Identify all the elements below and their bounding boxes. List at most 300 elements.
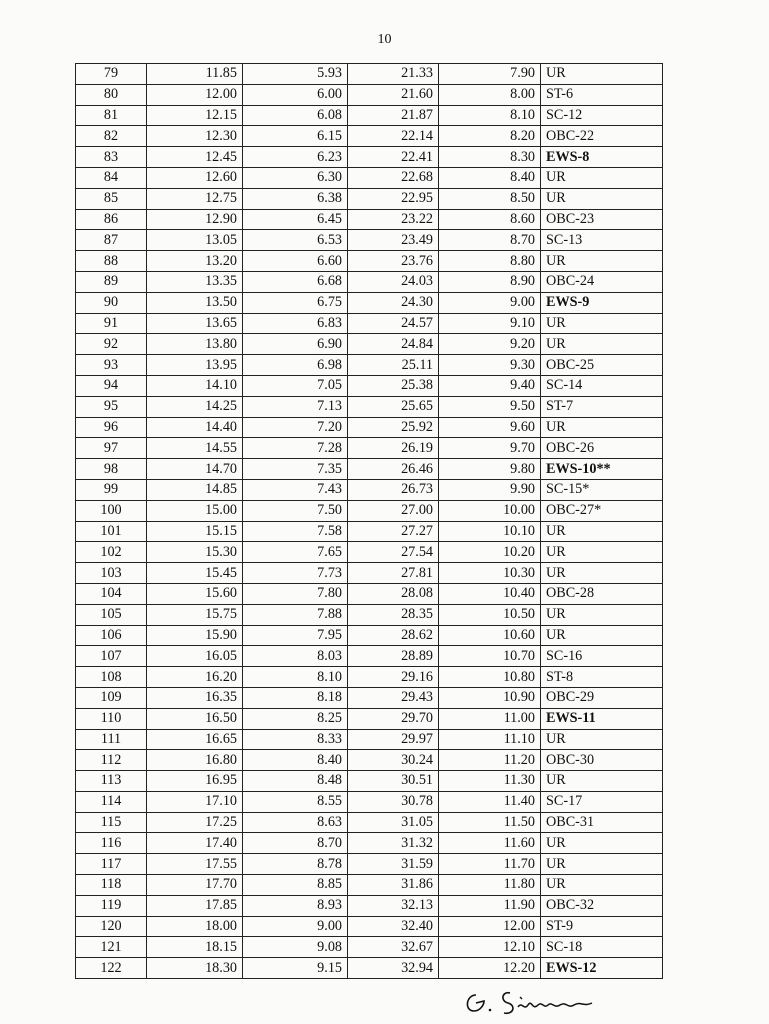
value-d-cell: 10.90 [439,687,541,708]
category-cell: EWS-10** [541,459,663,480]
value-a-cell: 15.90 [147,625,243,646]
category-cell: UR [541,334,663,355]
value-a-cell: 13.35 [147,271,243,292]
value-b-cell: 6.08 [243,105,348,126]
value-b-cell: 7.28 [243,438,348,459]
value-a-cell: 17.70 [147,875,243,896]
value-b-cell: 7.20 [243,417,348,438]
value-c-cell: 30.78 [348,791,439,812]
table-row [76,396,663,417]
category-cell: ST-6 [541,84,663,105]
value-a-cell: 13.95 [147,355,243,376]
value-b-cell: 6.90 [243,334,348,355]
table-row [76,64,663,85]
value-a-cell: 12.15 [147,105,243,126]
sr-no-cell: 120 [76,916,147,937]
value-c-cell: 32.40 [348,916,439,937]
value-c-cell: 23.49 [348,230,439,251]
value-d-cell: 8.20 [439,126,541,147]
value-a-cell: 12.60 [147,167,243,188]
table-row [76,646,663,667]
table-row [76,729,663,750]
table-row [76,771,663,792]
value-d-cell: 12.10 [439,937,541,958]
value-a-cell: 17.85 [147,895,243,916]
value-c-cell: 32.67 [348,937,439,958]
table-row [76,313,663,334]
sr-no-cell: 98 [76,459,147,480]
value-b-cell: 7.95 [243,625,348,646]
value-d-cell: 11.90 [439,895,541,916]
category-cell: SC-17 [541,791,663,812]
value-c-cell: 28.35 [348,604,439,625]
sr-no-cell: 81 [76,105,147,126]
value-b-cell: 8.93 [243,895,348,916]
value-c-cell: 22.41 [348,147,439,168]
value-a-cell: 15.30 [147,542,243,563]
table-row [76,292,663,313]
table-row [76,791,663,812]
value-c-cell: 26.19 [348,438,439,459]
category-cell: UR [541,167,663,188]
value-d-cell: 8.90 [439,271,541,292]
value-a-cell: 14.25 [147,396,243,417]
category-cell: OBC-25 [541,355,663,376]
sr-no-cell: 109 [76,687,147,708]
category-cell: OBC-27* [541,500,663,521]
sr-no-cell: 95 [76,396,147,417]
value-c-cell: 25.38 [348,375,439,396]
table-row [76,604,663,625]
category-cell: UR [541,251,663,272]
value-c-cell: 22.95 [348,188,439,209]
value-c-cell: 31.32 [348,833,439,854]
value-a-cell: 16.95 [147,771,243,792]
value-b-cell: 6.53 [243,230,348,251]
value-b-cell: 6.38 [243,188,348,209]
table-row [76,667,663,688]
sr-no-cell: 117 [76,854,147,875]
category-cell: UR [541,64,663,85]
value-b-cell: 8.03 [243,646,348,667]
table-row [76,500,663,521]
value-b-cell: 6.23 [243,147,348,168]
value-c-cell: 28.62 [348,625,439,646]
category-cell: SC-14 [541,375,663,396]
sr-no-cell: 82 [76,126,147,147]
value-c-cell: 22.68 [348,167,439,188]
value-d-cell: 10.30 [439,563,541,584]
category-cell: UR [541,188,663,209]
value-a-cell: 16.50 [147,708,243,729]
sr-no-cell: 106 [76,625,147,646]
value-d-cell: 9.80 [439,459,541,480]
value-a-cell: 16.35 [147,687,243,708]
value-c-cell: 31.05 [348,812,439,833]
value-a-cell: 17.25 [147,812,243,833]
value-d-cell: 7.90 [439,64,541,85]
value-b-cell: 8.33 [243,729,348,750]
value-d-cell: 8.50 [439,188,541,209]
value-d-cell: 8.60 [439,209,541,230]
sr-no-cell: 118 [76,875,147,896]
value-c-cell: 32.13 [348,895,439,916]
value-c-cell: 21.60 [348,84,439,105]
table-row [76,625,663,646]
sr-no-cell: 85 [76,188,147,209]
value-d-cell: 9.60 [439,417,541,438]
value-d-cell: 8.80 [439,251,541,272]
value-a-cell: 12.45 [147,147,243,168]
value-b-cell: 6.83 [243,313,348,334]
table-row [76,271,663,292]
category-cell: UR [541,542,663,563]
value-c-cell: 28.08 [348,583,439,604]
value-d-cell: 12.00 [439,916,541,937]
value-b-cell: 8.10 [243,667,348,688]
value-b-cell: 8.40 [243,750,348,771]
table-row [76,147,663,168]
value-a-cell: 14.40 [147,417,243,438]
sr-no-cell: 105 [76,604,147,625]
value-d-cell: 8.40 [439,167,541,188]
sr-no-cell: 104 [76,583,147,604]
value-b-cell: 9.15 [243,958,348,979]
value-d-cell: 9.30 [439,355,541,376]
value-a-cell: 14.55 [147,438,243,459]
value-c-cell: 25.65 [348,396,439,417]
value-d-cell: 11.80 [439,875,541,896]
value-b-cell: 6.30 [243,167,348,188]
value-a-cell: 15.60 [147,583,243,604]
category-cell: UR [541,625,663,646]
sr-no-cell: 94 [76,375,147,396]
value-d-cell: 8.10 [439,105,541,126]
value-b-cell: 6.00 [243,84,348,105]
sr-no-cell: 113 [76,771,147,792]
category-cell: EWS-12 [541,958,663,979]
value-c-cell: 29.70 [348,708,439,729]
sr-no-cell: 115 [76,812,147,833]
category-cell: OBC-30 [541,750,663,771]
sr-no-cell: 90 [76,292,147,313]
value-b-cell: 7.80 [243,583,348,604]
sr-no-cell: 110 [76,708,147,729]
sr-no-cell: 121 [76,937,147,958]
value-a-cell: 16.05 [147,646,243,667]
table-row [76,521,663,542]
value-d-cell: 9.20 [439,334,541,355]
table-row [76,438,663,459]
category-cell: EWS-9 [541,292,663,313]
value-b-cell: 8.78 [243,854,348,875]
category-cell: OBC-22 [541,126,663,147]
value-c-cell: 32.94 [348,958,439,979]
sr-no-cell: 92 [76,334,147,355]
category-cell: UR [541,833,663,854]
value-d-cell: 10.60 [439,625,541,646]
value-b-cell: 8.55 [243,791,348,812]
value-c-cell: 31.59 [348,854,439,875]
value-d-cell: 9.50 [439,396,541,417]
value-d-cell: 9.10 [439,313,541,334]
table-row [76,937,663,958]
category-cell: UR [541,417,663,438]
value-d-cell: 11.60 [439,833,541,854]
sr-no-cell: 112 [76,750,147,771]
category-cell: OBC-28 [541,583,663,604]
value-a-cell: 14.85 [147,479,243,500]
value-c-cell: 27.54 [348,542,439,563]
value-a-cell: 14.70 [147,459,243,480]
sr-no-cell: 122 [76,958,147,979]
table-row [76,479,663,500]
table-row [76,126,663,147]
value-d-cell: 10.40 [439,583,541,604]
sr-no-cell: 116 [76,833,147,854]
value-d-cell: 11.30 [439,771,541,792]
table-row [76,84,663,105]
value-d-cell: 9.70 [439,438,541,459]
sr-no-cell: 103 [76,563,147,584]
table-row [76,812,663,833]
sr-no-cell: 111 [76,729,147,750]
value-c-cell: 30.51 [348,771,439,792]
value-d-cell: 11.10 [439,729,541,750]
table-row [76,563,663,584]
category-cell: UR [541,313,663,334]
table-row [76,417,663,438]
value-a-cell: 16.20 [147,667,243,688]
value-a-cell: 13.50 [147,292,243,313]
sr-no-cell: 119 [76,895,147,916]
table-row [76,750,663,771]
table-row [76,687,663,708]
value-b-cell: 8.63 [243,812,348,833]
category-cell: SC-18 [541,937,663,958]
value-b-cell: 8.48 [243,771,348,792]
value-c-cell: 24.84 [348,334,439,355]
value-b-cell: 6.45 [243,209,348,230]
category-cell: ST-7 [541,396,663,417]
sr-no-cell: 91 [76,313,147,334]
table-row [76,916,663,937]
value-d-cell: 10.20 [439,542,541,563]
value-a-cell: 12.00 [147,84,243,105]
handwritten-signature [462,985,612,1017]
value-c-cell: 30.24 [348,750,439,771]
value-a-cell: 13.05 [147,230,243,251]
value-d-cell: 8.00 [439,84,541,105]
value-b-cell: 7.43 [243,479,348,500]
category-cell: EWS-11 [541,708,663,729]
value-c-cell: 22.14 [348,126,439,147]
table-row [76,209,663,230]
table-row [76,958,663,979]
value-d-cell: 11.20 [439,750,541,771]
sr-no-cell: 87 [76,230,147,251]
value-b-cell: 6.15 [243,126,348,147]
value-d-cell: 8.30 [439,147,541,168]
value-c-cell: 23.76 [348,251,439,272]
table-row [76,251,663,272]
table-row [76,230,663,251]
table-row [76,355,663,376]
value-d-cell: 10.80 [439,667,541,688]
value-c-cell: 29.16 [348,667,439,688]
sr-no-cell: 80 [76,84,147,105]
value-a-cell: 18.30 [147,958,243,979]
value-d-cell: 11.40 [439,791,541,812]
value-b-cell: 8.18 [243,687,348,708]
value-c-cell: 28.89 [348,646,439,667]
value-d-cell: 10.70 [439,646,541,667]
table-row [76,542,663,563]
sr-no-cell: 86 [76,209,147,230]
value-c-cell: 27.81 [348,563,439,584]
category-cell: SC-16 [541,646,663,667]
value-c-cell: 31.86 [348,875,439,896]
category-cell: ST-8 [541,667,663,688]
value-b-cell: 6.75 [243,292,348,313]
sr-no-cell: 88 [76,251,147,272]
value-b-cell: 8.85 [243,875,348,896]
table-row [76,188,663,209]
value-d-cell: 9.40 [439,375,541,396]
value-a-cell: 16.65 [147,729,243,750]
value-b-cell: 7.13 [243,396,348,417]
value-d-cell: 10.00 [439,500,541,521]
category-cell: OBC-29 [541,687,663,708]
value-c-cell: 29.43 [348,687,439,708]
category-cell: UR [541,521,663,542]
table-row [76,583,663,604]
value-b-cell: 8.25 [243,708,348,729]
sr-no-cell: 108 [76,667,147,688]
value-a-cell: 12.90 [147,209,243,230]
value-c-cell: 24.30 [348,292,439,313]
table-row [76,375,663,396]
table-row [76,167,663,188]
value-a-cell: 15.75 [147,604,243,625]
roster-table [75,63,663,979]
table-row [76,708,663,729]
value-d-cell: 11.70 [439,854,541,875]
category-cell: SC-13 [541,230,663,251]
value-b-cell: 7.58 [243,521,348,542]
category-cell: UR [541,563,663,584]
value-d-cell: 8.70 [439,230,541,251]
value-b-cell: 7.88 [243,604,348,625]
value-b-cell: 7.65 [243,542,348,563]
value-b-cell: 9.00 [243,916,348,937]
value-d-cell: 10.50 [439,604,541,625]
value-a-cell: 13.20 [147,251,243,272]
table-row [76,854,663,875]
table-row [76,833,663,854]
table-row [76,895,663,916]
value-c-cell: 26.73 [348,479,439,500]
value-c-cell: 21.33 [348,64,439,85]
table-row [76,875,663,896]
value-b-cell: 7.35 [243,459,348,480]
category-cell: OBC-32 [541,895,663,916]
value-a-cell: 12.30 [147,126,243,147]
value-c-cell: 24.03 [348,271,439,292]
sr-no-cell: 100 [76,500,147,521]
value-b-cell: 5.93 [243,64,348,85]
value-b-cell: 8.70 [243,833,348,854]
category-cell: SC-15* [541,479,663,500]
value-c-cell: 29.97 [348,729,439,750]
category-cell: SC-12 [541,105,663,126]
value-d-cell: 9.90 [439,479,541,500]
table-row [76,105,663,126]
table-row [76,334,663,355]
value-d-cell: 11.50 [439,812,541,833]
category-cell: UR [541,771,663,792]
sr-no-cell: 97 [76,438,147,459]
value-c-cell: 27.00 [348,500,439,521]
value-c-cell: 25.92 [348,417,439,438]
category-cell: OBC-24 [541,271,663,292]
value-c-cell: 26.46 [348,459,439,480]
value-b-cell: 7.05 [243,375,348,396]
value-a-cell: 17.40 [147,833,243,854]
sr-no-cell: 84 [76,167,147,188]
value-b-cell: 9.08 [243,937,348,958]
value-a-cell: 15.00 [147,500,243,521]
sr-no-cell: 96 [76,417,147,438]
sr-no-cell: 79 [76,64,147,85]
sr-no-cell: 101 [76,521,147,542]
category-cell: OBC-23 [541,209,663,230]
value-c-cell: 23.22 [348,209,439,230]
value-a-cell: 13.80 [147,334,243,355]
roster-table-body [76,64,663,979]
value-c-cell: 21.87 [348,105,439,126]
value-a-cell: 17.10 [147,791,243,812]
value-d-cell: 10.10 [439,521,541,542]
sr-no-cell: 107 [76,646,147,667]
value-a-cell: 15.45 [147,563,243,584]
category-cell: OBC-31 [541,812,663,833]
value-b-cell: 7.73 [243,563,348,584]
value-a-cell: 17.55 [147,854,243,875]
value-b-cell: 7.50 [243,500,348,521]
category-cell: UR [541,854,663,875]
value-b-cell: 6.68 [243,271,348,292]
value-a-cell: 11.85 [147,64,243,85]
value-d-cell: 11.00 [439,708,541,729]
value-a-cell: 18.15 [147,937,243,958]
value-a-cell: 15.15 [147,521,243,542]
value-d-cell: 9.00 [439,292,541,313]
sr-no-cell: 102 [76,542,147,563]
sr-no-cell: 89 [76,271,147,292]
value-a-cell: 12.75 [147,188,243,209]
value-c-cell: 27.27 [348,521,439,542]
table-row [76,459,663,480]
value-d-cell: 12.20 [439,958,541,979]
sr-no-cell: 83 [76,147,147,168]
sr-no-cell: 99 [76,479,147,500]
value-a-cell: 16.80 [147,750,243,771]
category-cell: UR [541,875,663,896]
value-b-cell: 6.98 [243,355,348,376]
page-number: 10 [377,32,392,47]
category-cell: UR [541,604,663,625]
